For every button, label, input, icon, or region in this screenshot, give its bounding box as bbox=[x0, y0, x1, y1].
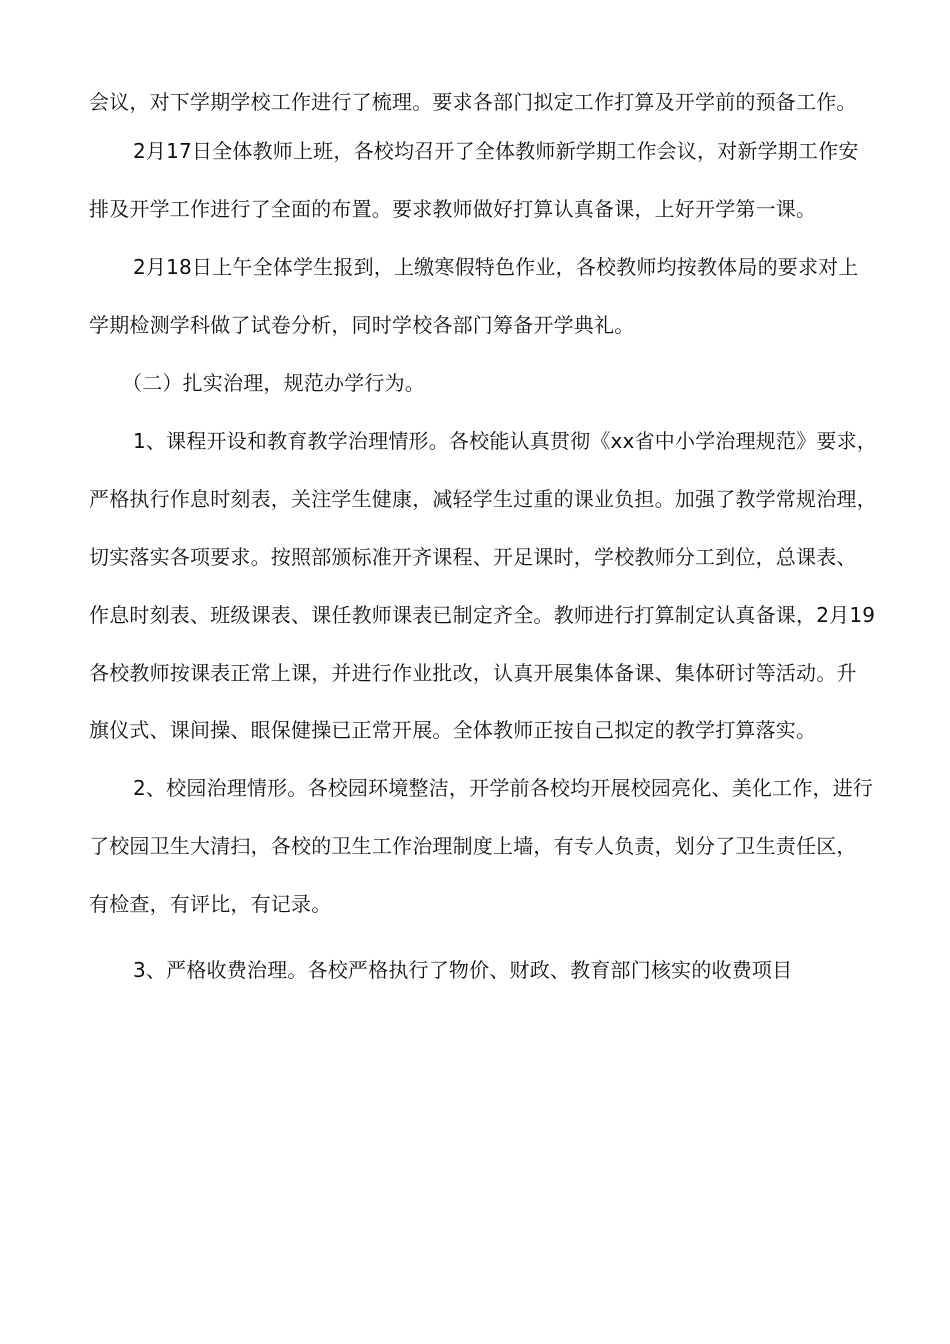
text-line-14: 了校园卫生大清扫，各校的卫生工作治理制度上墙，有专人负责，划分了卫生责任区， bbox=[89, 834, 857, 858]
text-line-8: 严格执行作息时刻表，关注学生健康，减轻学生过重的课业负担。加强了教学常规治理， bbox=[89, 487, 877, 511]
text-line-12: 旗仪式、课间操、眼保健操已正常开展。全体教师正按自己拟定的教学打算落实。 bbox=[89, 718, 817, 742]
text-line-9: 切实落实各项要求。按照部颁标准开齐课程、开足课时，学校教师分工到位，总课表、 bbox=[89, 545, 857, 569]
text-line-5: 学期检测学科做了试卷分析，同时学校各部门筹备开学典礼。 bbox=[89, 313, 635, 337]
text-line-16: 3、严格收费治理。各校严格执行了物价、财政、教育部门核实的收费项目 bbox=[133, 958, 793, 982]
section-heading: （二）扎实治理，规范办学行为。 bbox=[122, 371, 425, 395]
text-line-11: 各校教师按课表正常上课，并进行作业批改，认真开展集体备课、集体研讨等活动。升 bbox=[89, 661, 857, 685]
text-line-7: 1、课程开设和教育教学治理情形。各校能认真贯彻《xx省中小学治理规范》要求， bbox=[133, 429, 877, 453]
text-line-13: 2、校园治理情形。各校园环境整洁，开学前各校均开展校园亮化、美化工作，进行 bbox=[133, 776, 874, 800]
text-line-4: 2月18日上午全体学生报到，上缴寒假特色作业，各校教师均按教体局的要求对上 bbox=[133, 255, 859, 279]
text-line-10: 作息时刻表、班级课表、课任教师课表已制定齐全。教师进行打算制定认真备课，2月19 bbox=[89, 603, 876, 627]
text-line-1: 会议，对下学期学校工作进行了梳理。要求各部门拟定工作打算及开学前的预备工作。 bbox=[89, 90, 857, 114]
text-line-3: 排及开学工作进行了全面的布置。要求教师做好打算认真备课，上好开学第一课。 bbox=[89, 197, 817, 221]
text-line-15: 有检查，有评比，有记录。 bbox=[89, 892, 332, 916]
text-line-2: 2月17日全体教师上班，各校均召开了全体教师新学期工作会议，对新学期工作安 bbox=[133, 139, 859, 163]
